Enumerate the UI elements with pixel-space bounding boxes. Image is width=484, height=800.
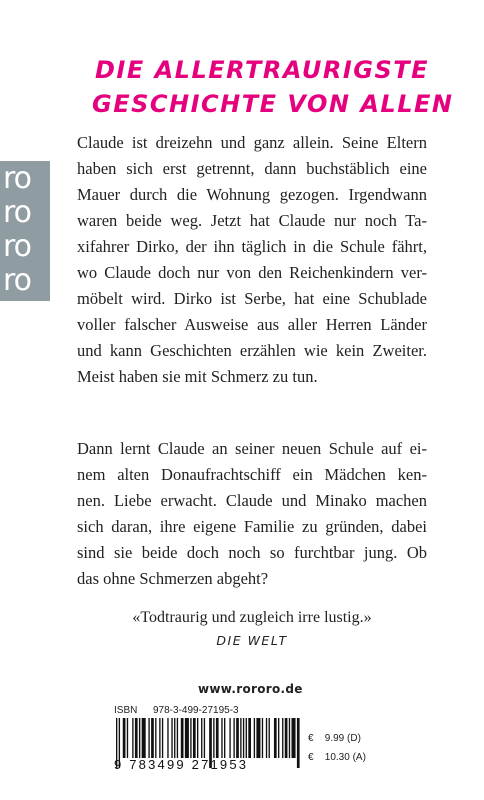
- text-line: nem alten Donaufrachtschiff ein Mädchen ken-: [77, 465, 427, 484]
- text-line: und kann Geschichten erzählen wie kein Zweiter.: [77, 341, 427, 360]
- quote-source: DIE WELT: [216, 633, 288, 648]
- text-line: Dann lernt Claude an seiner neuen Schule auf ei-: [77, 439, 427, 458]
- logo-text: ro: [3, 263, 32, 298]
- isbn-block: [114, 705, 444, 795]
- isbn-number: 978-3-499-27195-3: [153, 705, 239, 716]
- barcode-digits: 9 783499 271953: [114, 757, 249, 772]
- price-germany: [308, 733, 361, 744]
- text-line: waren beide weg. Jetzt hat Claude nur noch Ta-: [77, 211, 427, 230]
- text-line: haben sich erst getrennt, dann buchstäblich eine: [77, 159, 427, 178]
- text-line: wo Claude doch nur von den Reichenkindern ver-: [77, 263, 427, 282]
- text-line: sind sie beide doch noch so furchtbar jung. Ob: [77, 543, 427, 562]
- text-line: Meist haben sie mit Schmerz zu tun.: [77, 367, 318, 386]
- price-austria: [308, 752, 366, 763]
- headline-line: GESCHICHTE VON ALLEN: [92, 90, 454, 118]
- logo-text: ro: [3, 195, 32, 230]
- isbn-label: ISBN: [114, 705, 138, 716]
- text-line: xifahrer Dirko, der ihn täglich in die Schule fährt,: [77, 237, 427, 256]
- text-line: möbelt wird. Dirko ist Serbe, hat eine Schublade: [77, 289, 427, 308]
- headline-line: DIE ALLERTRAURIGSTE: [94, 56, 430, 84]
- text-line: nen. Liebe erwacht. Claude und Minako machen: [77, 491, 427, 510]
- headline: [92, 53, 454, 121]
- text-line: Claude ist dreizehn und ganz allein. Seine Eltern: [77, 133, 427, 152]
- price-country: (A): [352, 752, 366, 763]
- text-line: das ohne Schmerzen abgeht?: [77, 569, 269, 588]
- blurb-paragraph-2: [77, 436, 427, 592]
- publisher-website: www.rororo.de: [198, 682, 303, 696]
- text-line: sich daran, ihre eigene Familie zu gründen, dabei: [77, 517, 427, 536]
- logo-text: ro: [3, 161, 32, 196]
- rororo-logo: [0, 161, 50, 301]
- logo-text: ro: [3, 229, 32, 264]
- price-currency: €: [308, 733, 314, 744]
- text-line: voller falscher Ausweise aus aller Herren Länder: [77, 315, 427, 334]
- price-amount: 10.30: [324, 752, 350, 763]
- price-amount: 9.99: [324, 733, 345, 744]
- price-currency: €: [308, 752, 314, 763]
- text-line: Mauer durch die Wohnung gezogen. Irgendwann: [77, 185, 427, 204]
- blurb-paragraph-1: [77, 130, 427, 390]
- review-quote: «Todtraurig und zugleich irre lustig.»: [132, 609, 372, 626]
- price-country: (D): [347, 733, 361, 744]
